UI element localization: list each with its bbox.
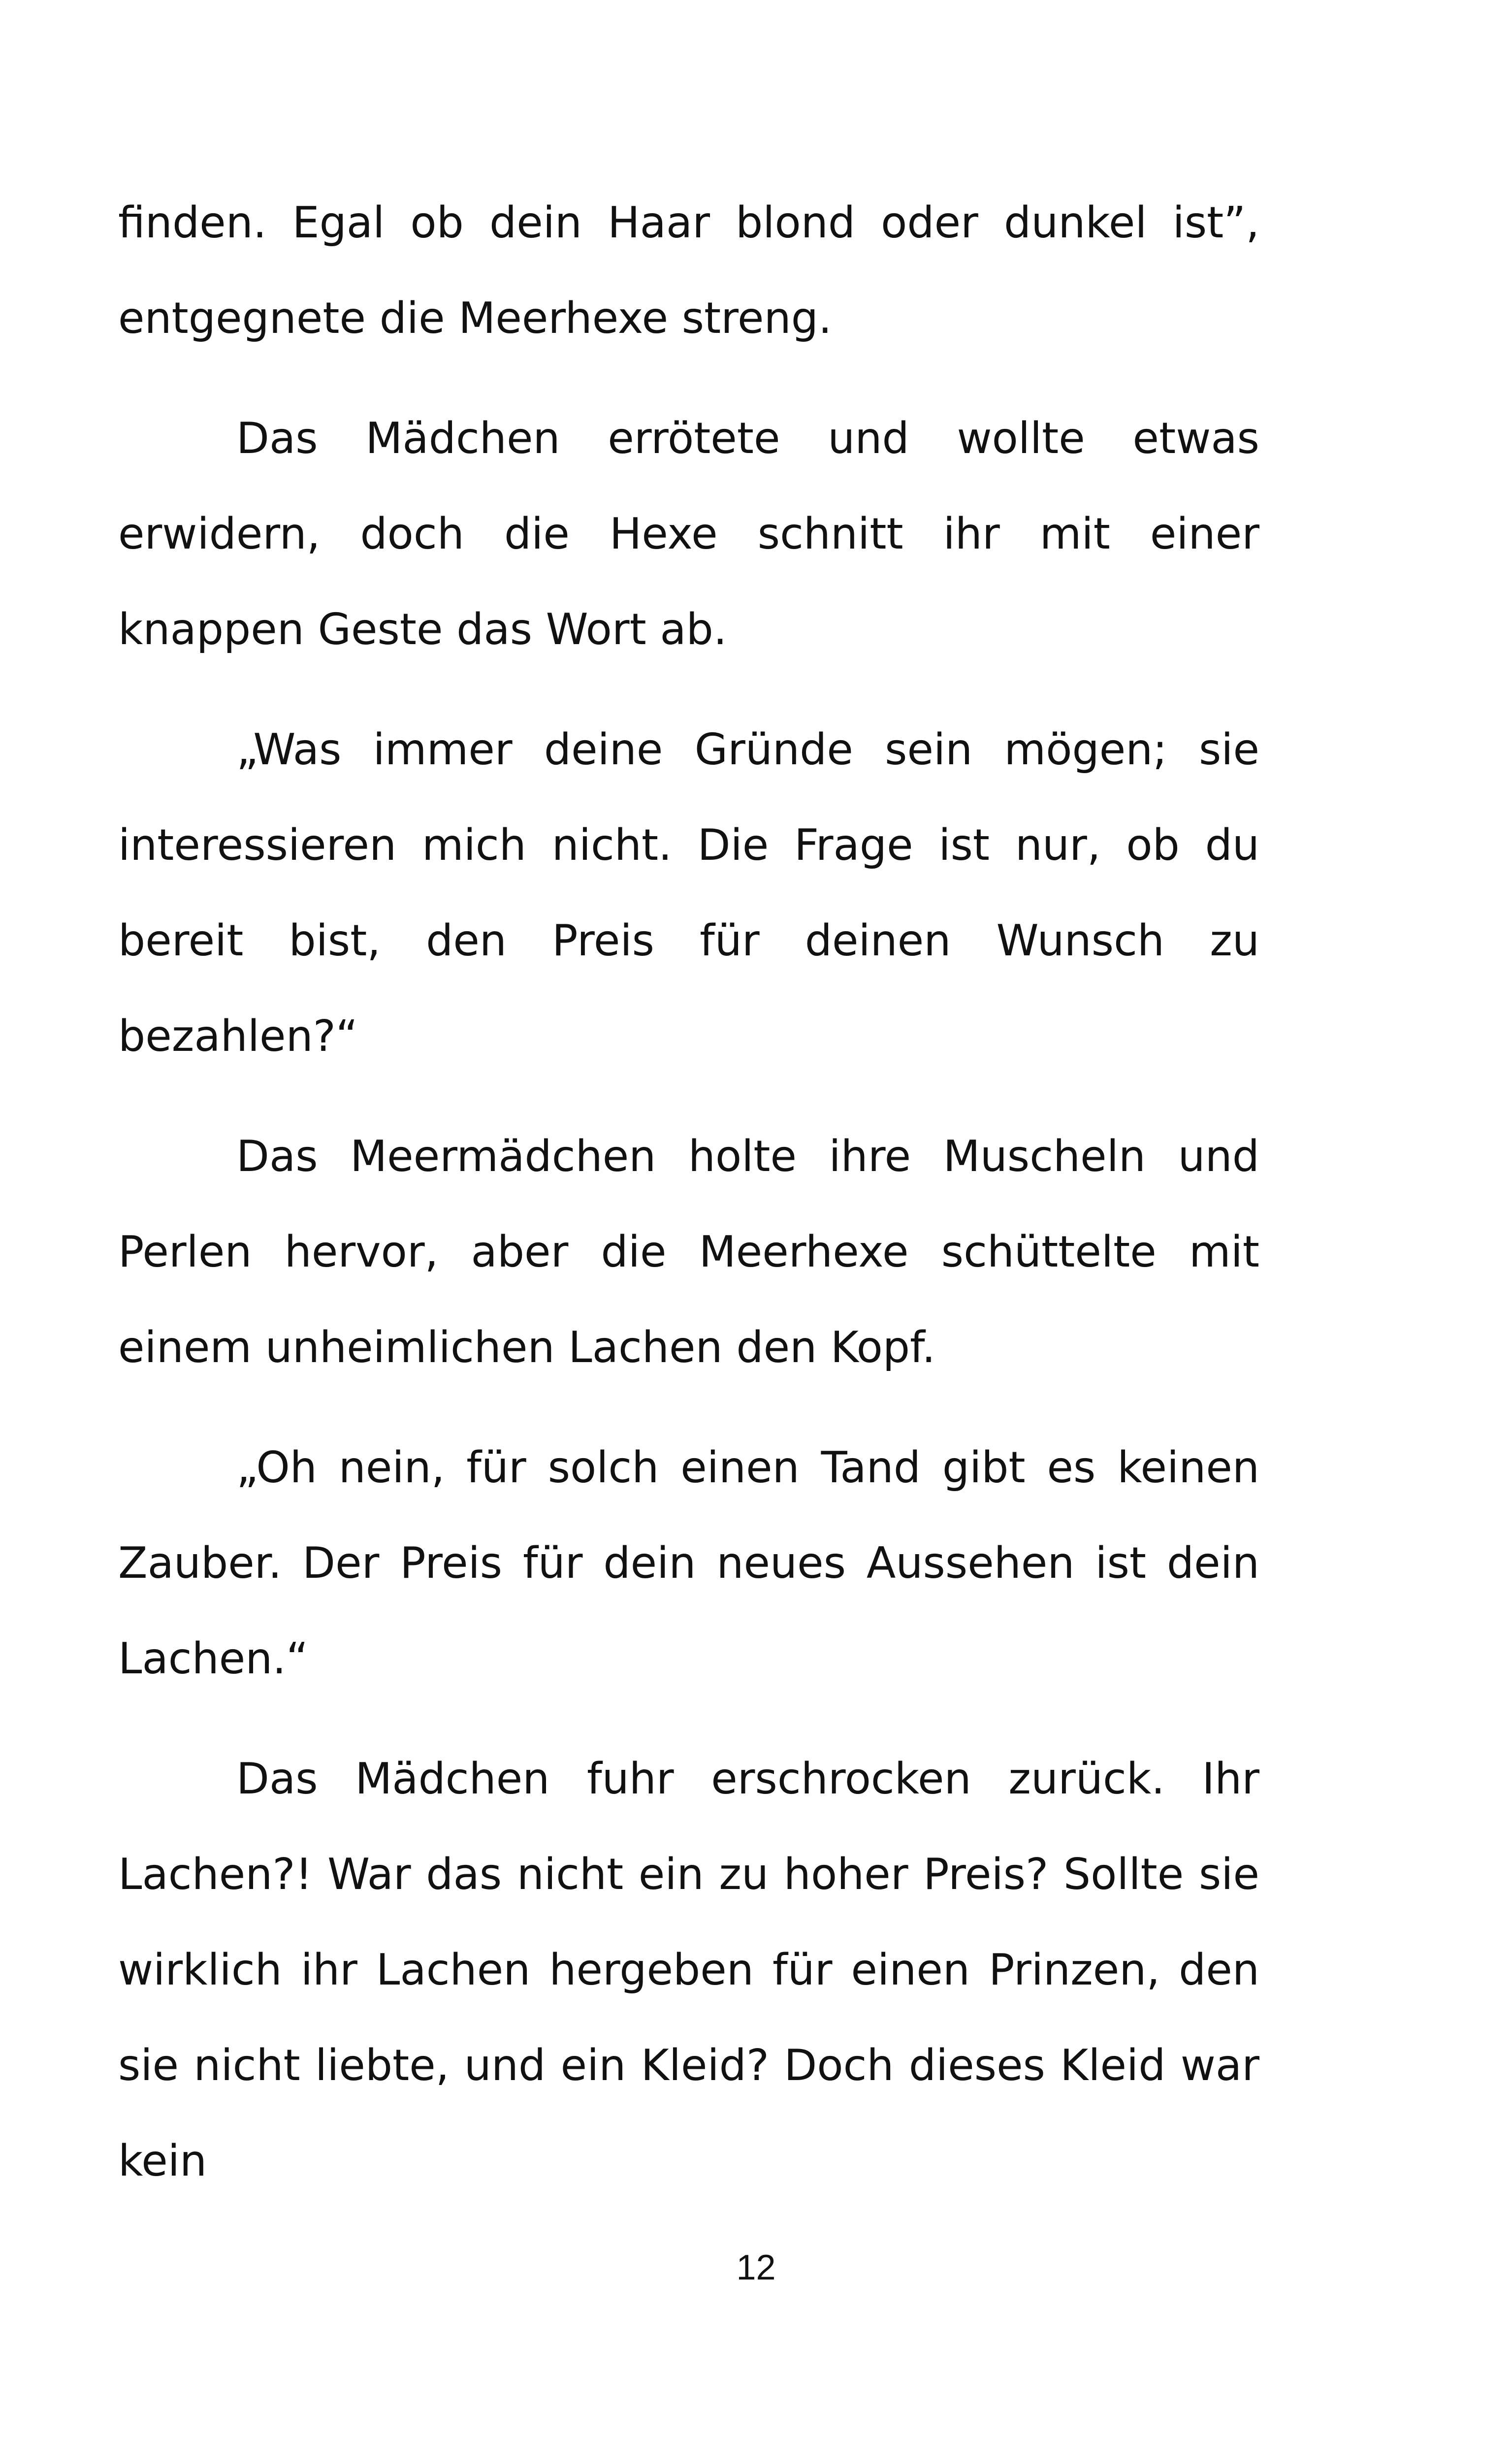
body-text <box>118 175 1259 2233</box>
paragraph: Das Meermädchen holte ihre Muscheln und Perlen hervor, aber die Meerhexe schüttelte mit einem unheimlichen Lachen den Kopf. <box>118 1131 1259 1372</box>
paragraph: Das Mädchen fuhr erschrocken zurück. Ihr Lachen?! War das nicht ein zu hoher Preis? Sollte sie wirklich ihr Lachen hergeben für einen Prinzen, den sie nicht liebte, und ein Kleid? Doch dieses Kleid war kein <box>118 1754 1259 2186</box>
page-number: 12 <box>736 2248 776 2287</box>
paragraph-continued: finden. Egal ob dein Haar blond oder dunkel ist”, entgegnete die Meerhexe streng. <box>118 197 1259 343</box>
paragraph: „Was immer deine Gründe sein mögen; sie interessieren mich nicht. Die Frage ist nur, ob du bereit bist, den Preis für deinen Wunsch zu bezahlen?“ <box>118 724 1259 1061</box>
paragraph: „Oh nein, für solch einen Tand gibt es keinen Zauber. Der Preis für dein neues Aussehen ist dein Lachen.“ <box>118 1442 1259 1684</box>
paragraph: Das Mädchen errötete und wollte etwas erwidern, doch die Hexe schnitt ihr mit einer knappen Geste das Wort ab. <box>118 413 1259 654</box>
